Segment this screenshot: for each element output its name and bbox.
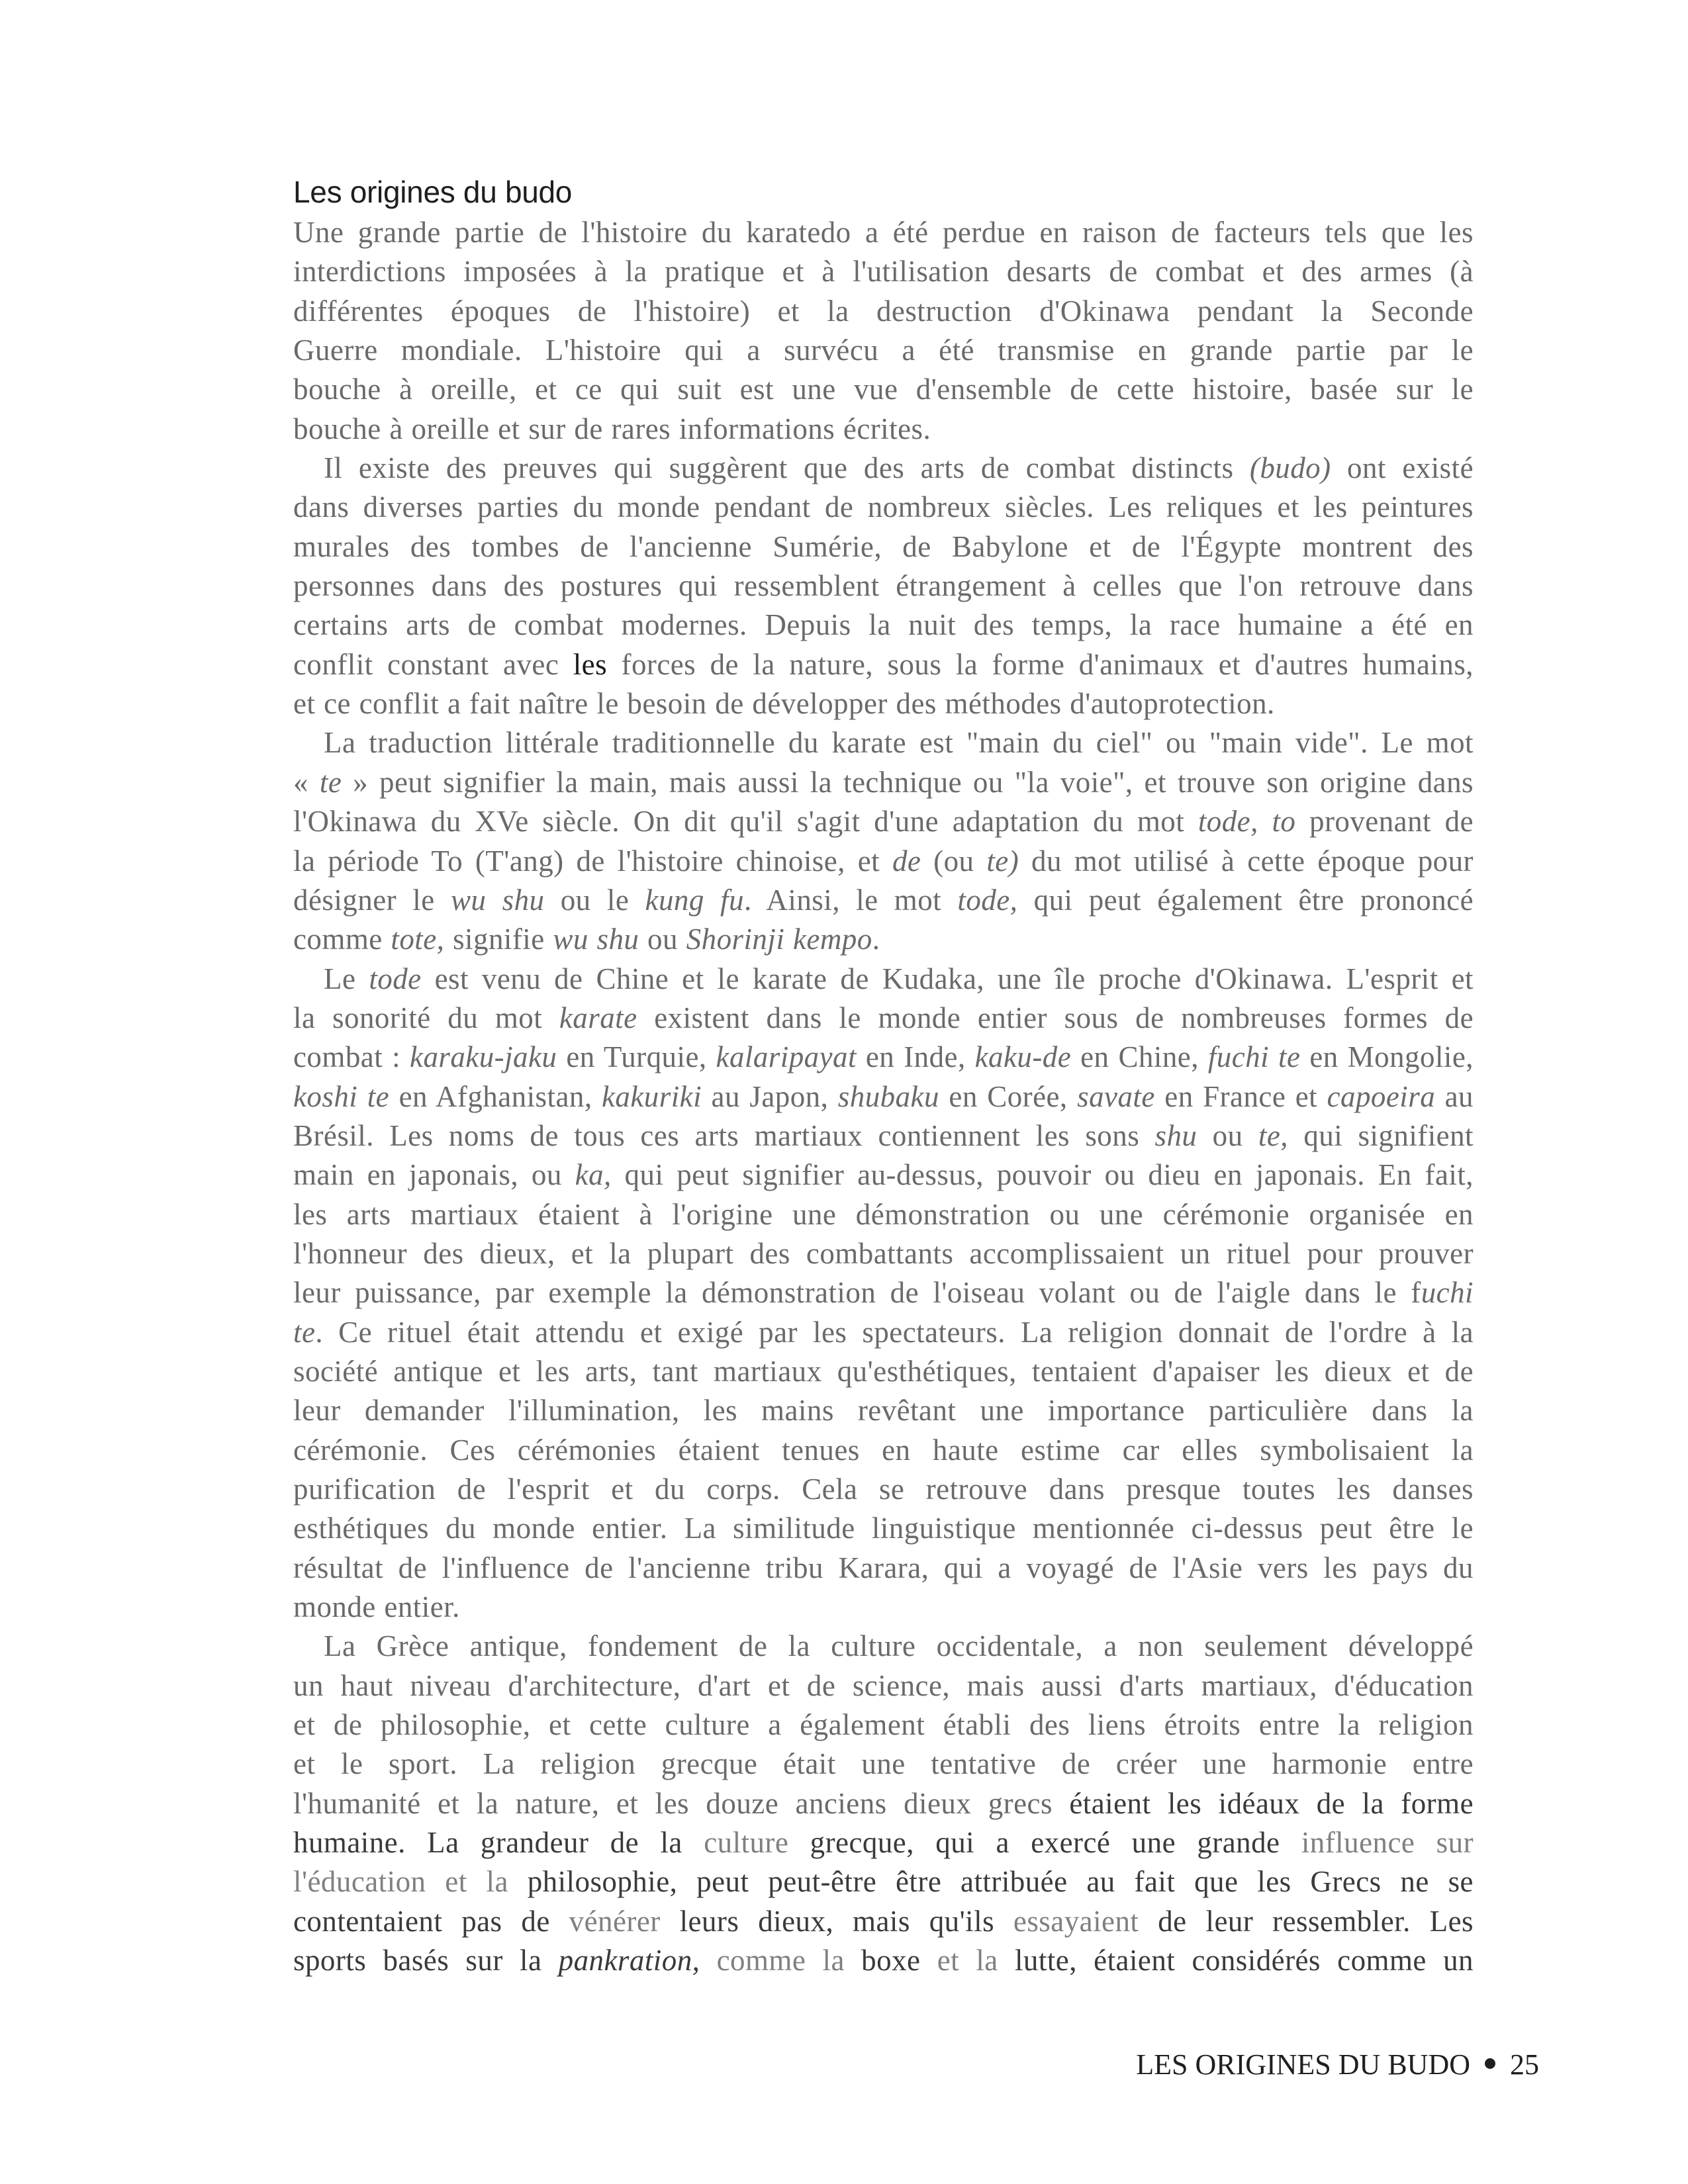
text-segment: en Afghanistan, bbox=[389, 1079, 602, 1113]
text-line bbox=[293, 567, 1474, 606]
text-line bbox=[293, 1391, 1474, 1430]
text-segment: en Mongolie, bbox=[1300, 1040, 1474, 1074]
paragraph bbox=[293, 1627, 1474, 1980]
text-segment: existent dans le monde entier sous de nombreuses formes de bbox=[637, 1001, 1474, 1034]
italic-term: te, bbox=[1258, 1118, 1288, 1152]
text-line bbox=[293, 1784, 1474, 1823]
text-segment: au bbox=[1435, 1079, 1474, 1113]
text-line bbox=[293, 1902, 1474, 1941]
text-line bbox=[293, 881, 1474, 920]
text-segment: sports basés sur la bbox=[293, 1944, 559, 1978]
text-segment: l'humanité et la nature, et les douze anciens dieux grecs bbox=[293, 1786, 1070, 1820]
text-line bbox=[293, 1234, 1474, 1273]
text-line bbox=[293, 1941, 1474, 1980]
text-line bbox=[293, 1627, 1474, 1666]
text-segment: en France et bbox=[1154, 1079, 1327, 1113]
text-segment: et ce conflit a fait naître le besoin de développer des méthodes d'autoprotection. bbox=[293, 687, 1275, 721]
paragraph bbox=[293, 723, 1474, 959]
text-segment: culture bbox=[704, 1826, 789, 1860]
text-line bbox=[293, 410, 1474, 449]
running-title: LES ORIGINES DU BUDO bbox=[1136, 2048, 1470, 2081]
text-segment: . Ce rituel était attendu et exigé par les spectateurs. La religion donnait de l'ordre à la bbox=[315, 1315, 1474, 1349]
text-line bbox=[293, 1588, 1474, 1627]
text-line bbox=[293, 527, 1474, 567]
text-segment: et la bbox=[937, 1944, 998, 1978]
text-segment: ont existé bbox=[1331, 451, 1474, 485]
text-line bbox=[293, 1431, 1474, 1470]
text-segment: forces de la nature, sous la forme d'animaux et d'autres humains, bbox=[607, 647, 1474, 681]
text-line bbox=[293, 802, 1474, 841]
italic-term: te bbox=[293, 1315, 316, 1349]
paragraph bbox=[293, 213, 1474, 449]
text-segment: combat : bbox=[293, 1040, 410, 1074]
text-line bbox=[293, 292, 1474, 331]
text-line bbox=[293, 723, 1474, 762]
text-segment: l'honneur des dieux, et la plupart des combattants accomplissaient un rituel pour prouver bbox=[293, 1236, 1474, 1270]
body-text bbox=[293, 213, 1474, 1980]
text-segment: ou le bbox=[544, 883, 645, 917]
text-segment: esthétiques du monde entier. La similitude linguistique mentionnée ci-dessus peut être le bbox=[293, 1512, 1474, 1545]
text-segment: différentes époques de l'histoire) et la destruction d'Okinawa pendant la Seconde bbox=[293, 294, 1474, 328]
text-segment: les arts martiaux étaient à l'origine une démonstration ou une cérémonie organisée en bbox=[293, 1197, 1474, 1231]
text-line bbox=[293, 1745, 1474, 1784]
text-segment: au Japon, bbox=[702, 1079, 838, 1113]
text-line bbox=[293, 1116, 1474, 1156]
italic-term: te bbox=[319, 765, 342, 799]
text-segment: bouche à oreille et sur de rares informations écrites. bbox=[293, 412, 931, 445]
text-segment: société antique et les arts, tant martiaux qu'esthétiques, tentaient d'apaiser les dieux et de bbox=[293, 1354, 1474, 1388]
text-segment: « bbox=[293, 765, 320, 799]
text-segment: personnes dans des postures qui ressemblent étrangement à celles que l'on retrouve dans bbox=[293, 569, 1474, 603]
italic-term: pankration, bbox=[558, 1944, 700, 1978]
text-line bbox=[293, 1823, 1474, 1862]
italic-term: (budo) bbox=[1249, 451, 1331, 485]
text-line bbox=[293, 645, 1474, 684]
italic-term: fuchi te bbox=[1207, 1040, 1301, 1074]
text-line bbox=[293, 252, 1474, 291]
text-segment: ou bbox=[639, 923, 686, 956]
italic-term: kung fu bbox=[645, 883, 744, 917]
text-segment: lutte, étaient considérés comme un bbox=[998, 1944, 1474, 1978]
text-line bbox=[293, 1509, 1474, 1548]
text-segment: en Turquie, bbox=[557, 1040, 716, 1074]
italic-term: shu bbox=[1154, 1118, 1197, 1152]
italic-term: kaku-de bbox=[974, 1040, 1072, 1074]
text-segment: boxe bbox=[844, 1944, 937, 1978]
text-segment: l'Okinawa du XVe siècle. On dit qu'il s'agit d'une adaptation du mot bbox=[293, 805, 1198, 839]
text-line bbox=[293, 763, 1474, 802]
section-heading: Les origines du budo bbox=[293, 175, 573, 209]
text-segment: et de philosophie, et cette culture a également établi des liens étroits entre la religion bbox=[293, 1708, 1474, 1742]
text-line bbox=[293, 1470, 1474, 1509]
italic-term: karate bbox=[559, 1001, 637, 1034]
italic-term: Shorinji kempo bbox=[686, 923, 872, 956]
text-segment: en Corée, bbox=[939, 1079, 1078, 1113]
text-segment: qui peut également être prononcé bbox=[1017, 883, 1474, 917]
italic-term: kalaripayat bbox=[716, 1040, 857, 1074]
text-segment: influence sur bbox=[1301, 1826, 1474, 1860]
italic-term: tode, to bbox=[1197, 805, 1296, 839]
text-segment: conflit constant avec bbox=[293, 647, 573, 681]
text-segment: en Chine, bbox=[1071, 1040, 1208, 1074]
text-line bbox=[293, 449, 1474, 488]
paragraph bbox=[293, 449, 1474, 723]
text-segment: du mot utilisé à cette époque pour bbox=[1019, 844, 1474, 878]
italic-term: tode bbox=[369, 962, 422, 995]
text-line bbox=[293, 920, 1474, 959]
text-segment: désigner le bbox=[293, 883, 451, 917]
text-segment: contentaient pas de bbox=[293, 1904, 569, 1938]
text-line bbox=[293, 1038, 1474, 1077]
text-line bbox=[293, 1156, 1474, 1195]
italic-term: shubaku bbox=[837, 1079, 939, 1113]
text-line bbox=[293, 1352, 1474, 1391]
text-segment: qui peut signifier au-dessus, pouvoir ou dieu en japonais. En fait, bbox=[611, 1158, 1474, 1192]
text-line bbox=[293, 1195, 1474, 1234]
text-segment: comme bbox=[293, 923, 391, 956]
text-segment: de leur ressembler. Les bbox=[1139, 1904, 1474, 1938]
text-segment: philosophie, peut peut-être être attribuée au fait que les Grecs ne se bbox=[527, 1865, 1474, 1899]
text-segment: résultat de l'influence de l'ancienne tribu Karara, qui a voyagé de l'Asie vers les pays du bbox=[293, 1551, 1474, 1584]
italic-term: kakuriki bbox=[602, 1079, 702, 1113]
text-segment: Il existe des preuves qui suggèrent que des arts de combat distincts bbox=[324, 451, 1250, 485]
italic-term: capoeira bbox=[1327, 1079, 1436, 1113]
text-segment: Brésil. Les noms de tous ces arts martiaux contiennent les sons bbox=[293, 1118, 1155, 1152]
text-segment: est venu de Chine et le karate de Kudaka, une île proche d'Okinawa. L'esprit et bbox=[421, 962, 1474, 995]
text-segment: Le bbox=[324, 962, 369, 995]
text-segment: . bbox=[872, 923, 880, 956]
text-line bbox=[293, 1666, 1474, 1706]
text-segment: signifie bbox=[444, 923, 553, 956]
text-line bbox=[293, 331, 1474, 370]
italic-term: de bbox=[892, 844, 921, 878]
text-segment: Guerre mondiale. L'histoire qui a survécu a été transmise en grande partie par le bbox=[293, 334, 1474, 367]
text-segment: un haut niveau d'architecture, d'art et de science, mais aussi d'arts martiaux, d'éducation bbox=[293, 1668, 1474, 1702]
text-segment: humaine. La grandeur de la bbox=[293, 1826, 704, 1860]
italic-term: koshi te bbox=[293, 1079, 390, 1113]
italic-term: wu shu bbox=[553, 923, 639, 956]
text-line bbox=[293, 999, 1474, 1038]
text-segment: . Ainsi, le mot bbox=[743, 883, 958, 917]
text-line bbox=[293, 606, 1474, 645]
text-segment: comme la bbox=[700, 1944, 845, 1978]
text-segment: cérémonie. Ces cérémonies étaient tenues en haute estime car elles symbolisaient la bbox=[293, 1433, 1474, 1467]
text-segment: purification de l'esprit et du corps. Cela se retrouve dans presque toutes les danses bbox=[293, 1473, 1474, 1506]
text-segment: interdictions imposées à la pratique et à l'utilisation desarts de combat et des armes (à bbox=[293, 255, 1474, 289]
text-segment: provenant de bbox=[1295, 805, 1474, 839]
text-line bbox=[293, 488, 1474, 527]
text-segment: main en japonais, ou bbox=[293, 1158, 575, 1192]
text-segment: la période To (T'ang) de l'histoire chinoise, et bbox=[293, 844, 892, 878]
text-segment: l'éducation et la bbox=[293, 1865, 528, 1899]
text-line bbox=[293, 960, 1474, 999]
text-line bbox=[293, 1273, 1474, 1312]
text-line bbox=[293, 684, 1474, 723]
text-segment: et le sport. La religion grecque était une tentative de créer une harmonie entre bbox=[293, 1747, 1474, 1781]
text-line bbox=[293, 1077, 1474, 1116]
text-segment: La Grèce antique, fondement de la culture occidentale, a non seulement développé bbox=[324, 1629, 1474, 1663]
text-segment: ou bbox=[1197, 1118, 1258, 1152]
text-line bbox=[293, 370, 1474, 409]
text-segment: monde entier. bbox=[293, 1590, 460, 1624]
text-segment: leur demander l'illumination, les mains revêtant une importance particulière dans la bbox=[293, 1394, 1474, 1428]
text-segment: vénérer bbox=[569, 1904, 661, 1938]
text-segment: dans diverses parties du monde pendant de nombreux siècles. Les reliques et les peintures bbox=[293, 490, 1474, 524]
text-segment: bouche à oreille, et ce qui suit est une vue d'ensemble de cette histoire, basée sur le bbox=[293, 373, 1474, 406]
text-segment: la sonorité du mot bbox=[293, 1001, 559, 1034]
italic-term: ka, bbox=[575, 1158, 612, 1192]
text-segment: certains arts de combat modernes. Depuis la nuit des temps, la race humaine a été en bbox=[293, 608, 1474, 642]
text-line bbox=[293, 1862, 1474, 1901]
text-line bbox=[293, 842, 1474, 881]
italic-term: karaku-jaku bbox=[410, 1040, 557, 1074]
paragraph bbox=[293, 960, 1474, 1627]
bullet-separator-icon bbox=[1485, 2058, 1495, 2069]
text-segment: les bbox=[573, 647, 608, 681]
text-segment: Une grande partie de l'histoire du karatedo a été perdue en raison de facteurs tels que les bbox=[293, 216, 1474, 249]
text-segment: » peut signifier la main, mais aussi la technique ou "la voie", et trouve son origine dans bbox=[342, 765, 1474, 799]
text-segment: qui signifient bbox=[1288, 1118, 1474, 1152]
text-segment: étaient les idéaux de la forme bbox=[1069, 1786, 1474, 1820]
italic-term: uchi bbox=[1421, 1276, 1474, 1310]
text-segment: essayaient bbox=[1013, 1904, 1139, 1938]
italic-term: wu shu bbox=[450, 883, 545, 917]
page-footer bbox=[1136, 2046, 1539, 2083]
text-segment: leurs dieux, mais qu'ils bbox=[660, 1904, 1013, 1938]
text-line bbox=[293, 1549, 1474, 1588]
text-segment: leur puissance, par exemple la démonstration de l'oiseau volant ou de l'aigle dans le f bbox=[293, 1276, 1421, 1310]
italic-term: te) bbox=[986, 844, 1019, 878]
page-number: 25 bbox=[1510, 2048, 1539, 2081]
italic-term: tode, bbox=[957, 883, 1018, 917]
text-segment: murales des tombes de l'ancienne Sumérie, de Babylone et de l'Égypte montrent des bbox=[293, 529, 1474, 563]
text-segment: en Inde, bbox=[856, 1040, 975, 1074]
text-line bbox=[293, 213, 1474, 252]
text-segment: (ou bbox=[921, 844, 987, 878]
text-line bbox=[293, 1706, 1474, 1745]
text-segment: La traduction littérale traditionnelle du karate est "main du ciel" ou "main vide". Le mot bbox=[324, 726, 1474, 760]
text-line bbox=[293, 1313, 1474, 1352]
italic-term: tote, bbox=[391, 923, 445, 956]
text-segment: grecque, qui a exercé une grande bbox=[788, 1826, 1301, 1860]
italic-term: savate bbox=[1077, 1079, 1155, 1113]
